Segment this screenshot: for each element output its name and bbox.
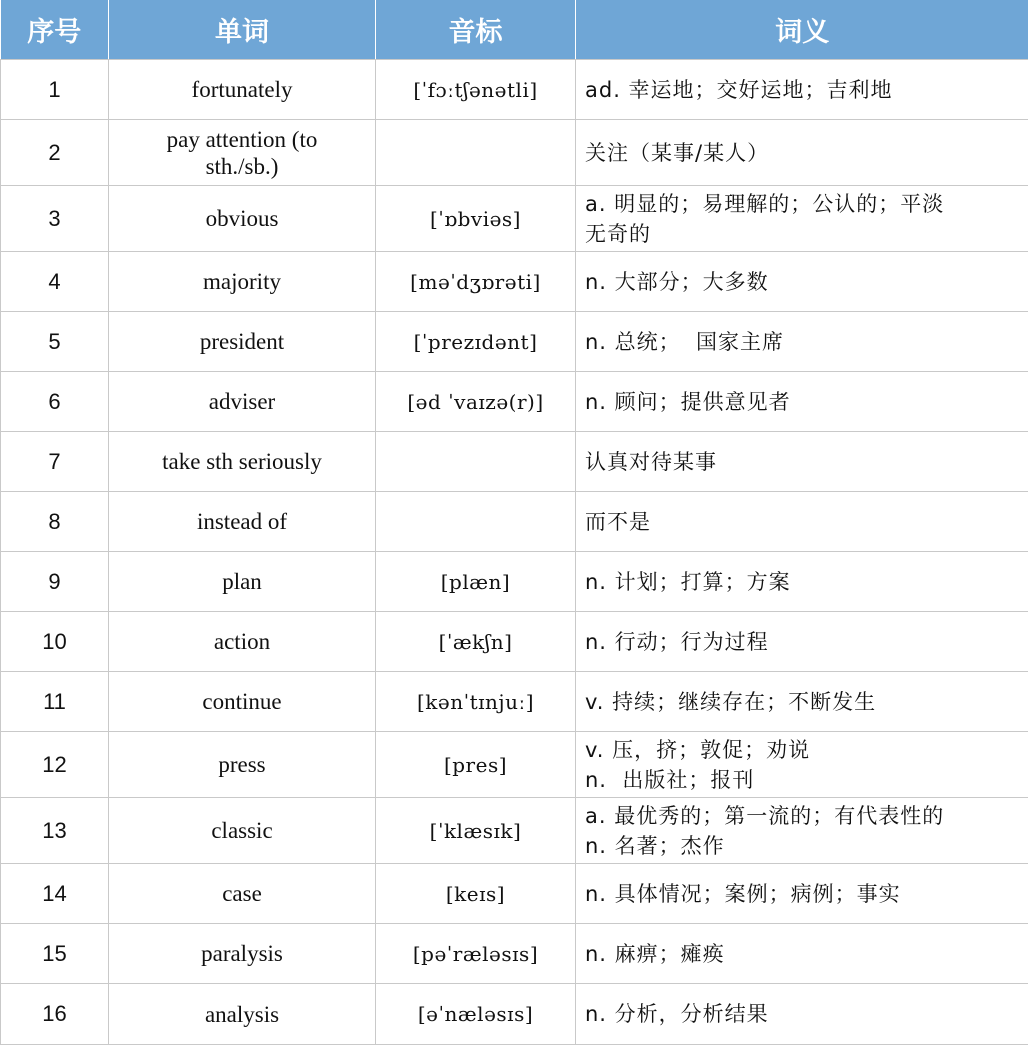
table-row xyxy=(1,120,1028,186)
definition-line: n. 分析，分析结果 xyxy=(585,999,1028,1029)
word-cell: analysis xyxy=(109,984,376,1045)
table-row xyxy=(1,798,1028,864)
phonetic-cell: [ˈækʃn] xyxy=(376,612,576,672)
row-number: 6 xyxy=(1,372,109,432)
row-number: 9 xyxy=(1,552,109,612)
phonetic-cell: [kənˈtɪnjuː] xyxy=(376,672,576,732)
phonetic-cell: [ˈfɔːtʃənətli] xyxy=(376,60,576,120)
table-row xyxy=(1,372,1028,432)
row-number: 15 xyxy=(1,924,109,984)
definition-line: n. 行动；行为过程 xyxy=(585,627,1028,657)
word-cell: action xyxy=(109,612,376,672)
definition-cell xyxy=(576,60,1028,120)
phonetic-cell: [əˈnæləsɪs] xyxy=(376,984,576,1045)
word-cell: paralysis xyxy=(109,924,376,984)
table-row xyxy=(1,552,1028,612)
phonetic-cell: [əd ˈvaɪzə(r)] xyxy=(376,372,576,432)
definition-line: n. 大部分；大多数 xyxy=(585,267,1028,297)
phonetic-cell: [ˈprezɪdənt] xyxy=(376,312,576,372)
definition-cell xyxy=(576,672,1028,732)
header-word: 单词 xyxy=(109,0,376,60)
definition-line: 关注（某事/某人） xyxy=(585,138,1028,168)
row-number: 7 xyxy=(1,432,109,492)
header-row xyxy=(1,0,1028,60)
definition-cell xyxy=(576,312,1028,372)
definition-line: n. 总统； 国家主席 xyxy=(585,327,1028,357)
definition-line: a. 明显的；易理解的；公认的；平淡 xyxy=(585,189,1028,219)
definition-line: n. 顾问；提供意见者 xyxy=(585,387,1028,417)
row-number: 1 xyxy=(1,60,109,120)
word-cell: continue xyxy=(109,672,376,732)
definition-line: n. 计划；打算；方案 xyxy=(585,567,1028,597)
table-row xyxy=(1,924,1028,984)
row-number: 10 xyxy=(1,612,109,672)
definition-line: n. 具体情况；案例；病例；事实 xyxy=(585,879,1028,909)
phonetic-cell: [keɪs] xyxy=(376,864,576,924)
table-row xyxy=(1,312,1028,372)
row-number: 3 xyxy=(1,186,109,252)
definition-line: v. 持续；继续存在；不断发生 xyxy=(585,687,1028,717)
row-number: 14 xyxy=(1,864,109,924)
phonetic-cell: [ˈklæsɪk] xyxy=(376,798,576,864)
word-cell: obvious xyxy=(109,186,376,252)
word-cell: pay attention (to sth./sb.) xyxy=(109,120,376,186)
word-cell: classic xyxy=(109,798,376,864)
phonetic-cell xyxy=(376,432,576,492)
definition-line: a. 最优秀的；第一流的；有代表性的 xyxy=(585,801,1028,831)
table-row xyxy=(1,864,1028,924)
row-number: 4 xyxy=(1,252,109,312)
definition-cell xyxy=(576,984,1028,1045)
definition-cell xyxy=(576,252,1028,312)
definition-cell xyxy=(576,612,1028,672)
table-row xyxy=(1,432,1028,492)
definition-line: n. 麻痹；瘫痪 xyxy=(585,939,1028,969)
phonetic-cell xyxy=(376,492,576,552)
row-number: 5 xyxy=(1,312,109,372)
definition-line: n. 出版社；报刊 xyxy=(585,765,1028,795)
phonetic-cell: [ˈɒbviəs] xyxy=(376,186,576,252)
definition-line: ad. 幸运地；交好运地；吉利地 xyxy=(585,75,1028,105)
row-number: 13 xyxy=(1,798,109,864)
table-row xyxy=(1,672,1028,732)
row-number: 8 xyxy=(1,492,109,552)
table-row xyxy=(1,60,1028,120)
row-number: 11 xyxy=(1,672,109,732)
word-cell: press xyxy=(109,732,376,798)
word-cell: fortunately xyxy=(109,60,376,120)
row-number: 12 xyxy=(1,732,109,798)
word-cell: plan xyxy=(109,552,376,612)
definition-cell xyxy=(576,864,1028,924)
table-row xyxy=(1,732,1028,798)
definition-cell xyxy=(576,186,1028,252)
word-cell: adviser xyxy=(109,372,376,432)
header-definition: 词义 xyxy=(576,0,1028,60)
definition-cell xyxy=(576,732,1028,798)
definition-cell xyxy=(576,798,1028,864)
table-row xyxy=(1,492,1028,552)
word-cell: majority xyxy=(109,252,376,312)
header-num: 序号 xyxy=(1,0,109,60)
phonetic-cell: [məˈdʒɒrəti] xyxy=(376,252,576,312)
definition-line: 无奇的 xyxy=(585,219,1028,249)
definition-line: 认真对待某事 xyxy=(585,447,1028,477)
definition-cell xyxy=(576,120,1028,186)
header-ipa: 音标 xyxy=(376,0,576,60)
definition-cell xyxy=(576,432,1028,492)
table-header xyxy=(1,0,1028,60)
phonetic-cell: [pəˈræləsɪs] xyxy=(376,924,576,984)
word-cell: instead of xyxy=(109,492,376,552)
definition-cell xyxy=(576,372,1028,432)
row-number: 2 xyxy=(1,120,109,186)
definition-cell xyxy=(576,492,1028,552)
definition-line: v. 压，挤；敦促；劝说 xyxy=(585,735,1028,765)
row-number: 16 xyxy=(1,984,109,1045)
word-cell: take sth seriously xyxy=(109,432,376,492)
definition-cell xyxy=(576,924,1028,984)
table-body xyxy=(1,60,1028,1045)
definition-line: 而不是 xyxy=(585,507,1028,537)
word-cell: case xyxy=(109,864,376,924)
definition-cell xyxy=(576,552,1028,612)
word-cell: president xyxy=(109,312,376,372)
table-row xyxy=(1,186,1028,252)
table-row xyxy=(1,252,1028,312)
table-row xyxy=(1,612,1028,672)
table-row xyxy=(1,984,1028,1045)
phonetic-cell xyxy=(376,120,576,186)
definition-line: n. 名著；杰作 xyxy=(585,831,1028,861)
phonetic-cell: [plæn] xyxy=(376,552,576,612)
phonetic-cell: [pres] xyxy=(376,732,576,798)
